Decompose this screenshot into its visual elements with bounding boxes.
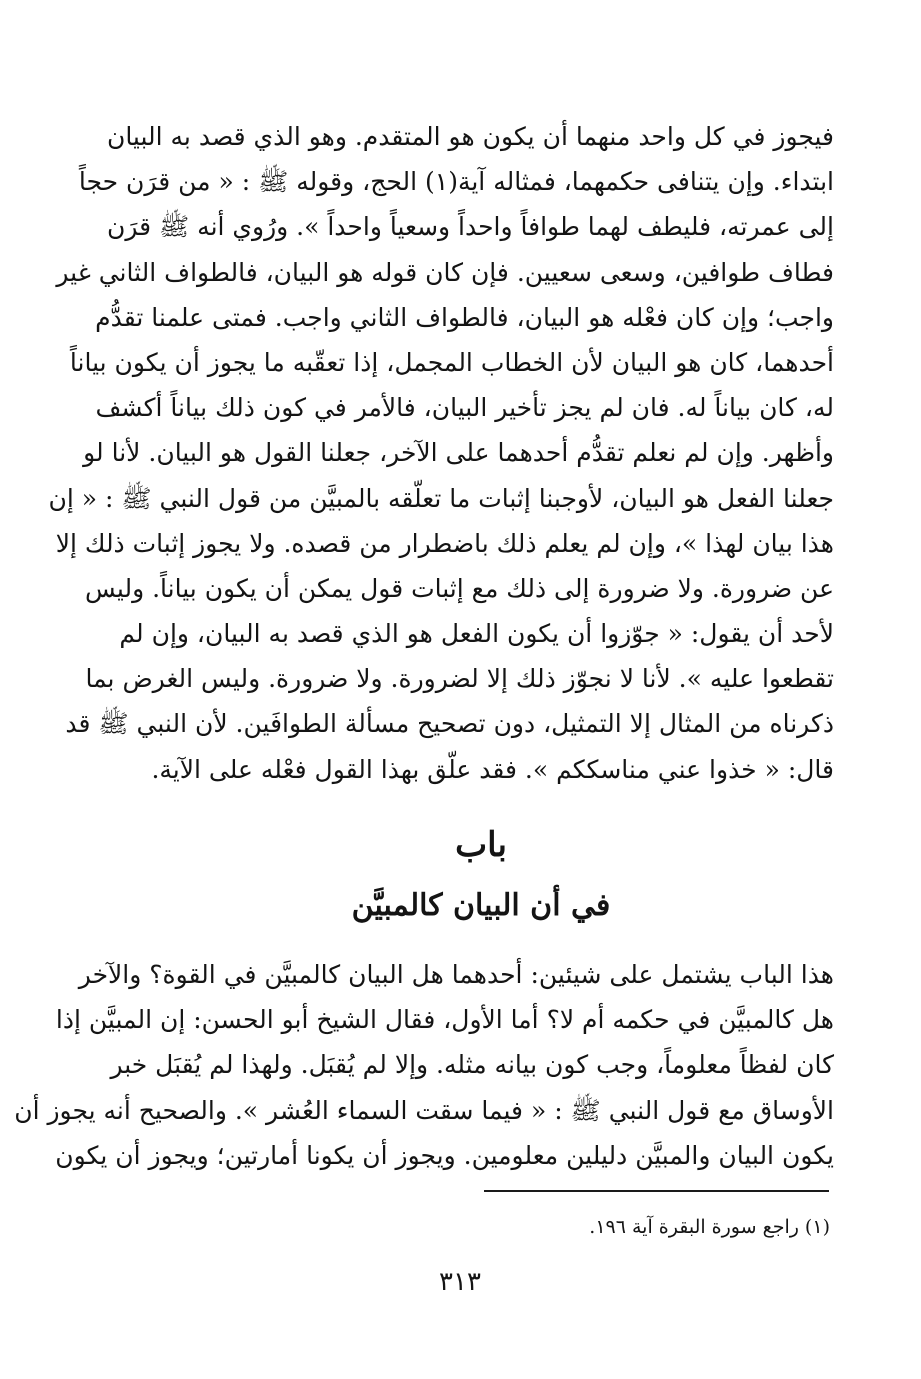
text-line: جعلنا الفعل هو البيان، لأوجبنا إثبات ما تعلّقه بالمبيَّن من قول النبي ﷺ : « إن — [48, 483, 834, 513]
text-line: تقطعوا عليه ». لأنا لا نجوّز ذلك إلا لضرورة. ولا ضرورة. وليس الغرض بما — [85, 664, 834, 694]
page-number: ٣١٣ — [439, 1267, 481, 1297]
text-line: يكون البيان والمبيَّن دليلين معلومين. ويجوز أن يكونا أمارتين؛ ويجوز أن يكون — [55, 1140, 834, 1170]
body-paragraph-2 — [14, 952, 834, 1178]
chapter-heading: باب — [455, 825, 507, 865]
text-line: أحدهما، كان هو البيان لأن الخطاب المجمل، إذا تعقّبه ما يجوز أن يكون بياناً — [69, 347, 834, 377]
text-line: هذا بيان لهذا »، وإن لم يعلم ذلك باضطرار من قصده. ولا يجوز إثبات ذلك إلا — [55, 528, 834, 558]
text-line: فطاف طوافين، وسعى سعيين. فإن كان قوله هو البيان، فالطواف الثاني غير — [56, 257, 834, 287]
text-line: هذا الباب يشتمل على شيئين: أحدهما هل البيان كالمبيَّن في القوة؟ والآخر — [78, 960, 834, 989]
text-line: لأحد أن يقول: « جوّزوا أن يكون الفعل هو الذي قصد به البيان، وإن لم — [119, 619, 834, 649]
text-line: إلى عمرته، فليطف لهما طوافاً واحداً وسعياً واحداً ». ورُوي أنه ﷺ قرَن — [106, 212, 834, 242]
text-line: هل كالمبيَّن في حكمه أم لا؟ أما الأول، فقال الشيخ أبو الحسن: إن المبيَّن إذا — [55, 1005, 834, 1035]
chapter-title: في أن البيان كالمبيَّن — [351, 888, 611, 923]
body-paragraph-1 — [48, 114, 834, 792]
text-line: وأظهر. وإن لم نعلم تقدُّم أحدهما على الآخر، جعلنا القول هو البيان. لأنا لو — [83, 438, 834, 468]
text-line: له، كان بياناً له. فان لم يجز تأخير البيان، فالأمر في كون ذلك بياناً أكشف — [95, 393, 834, 423]
text-line: كان لفظاً معلوماً، وجب كون بيانه مثله. وإلا لم يُقبَل. ولهذا لم يُقبَل خبر — [110, 1050, 834, 1080]
text-line: فيجوز في كل واحد منهما أن يكون هو المتقدم. وهو الذي قصد به البيان — [106, 122, 834, 151]
text-line: الأوساق مع قول النبي ﷺ : « فيما سقت السماء العُشر ». والصحيح أنه يجوز أن — [14, 1095, 834, 1125]
text-line: واجب؛ وإن كان فعْله هو البيان، فالطواف الثاني واجب. فمتى علمنا تقدُّم — [95, 302, 834, 332]
text-line: عن ضرورة. ولا ضرورة إلى ذلك مع إثبات قول يمكن أن يكون بياناً. وليس — [85, 573, 834, 603]
text-line: قال: « خذوا عني مناسككم ». فقد علّق بهذا القول فعْله على الآية. — [151, 754, 834, 784]
footnote: (١) راجع سورة البقرة آية ١٩٦. — [589, 1216, 830, 1238]
footnote-divider — [484, 1190, 829, 1192]
text-line: ذكرناه من المثال إلا التمثيل، دون تصحيح مسألة الطوافَين. لأن النبي ﷺ قد — [65, 709, 834, 739]
text-line: ابتداء. وإن يتنافى حكمهما، فمثاله آية(١) الحج، وقوله ﷺ : « من قرَن حجاً — [78, 167, 834, 197]
